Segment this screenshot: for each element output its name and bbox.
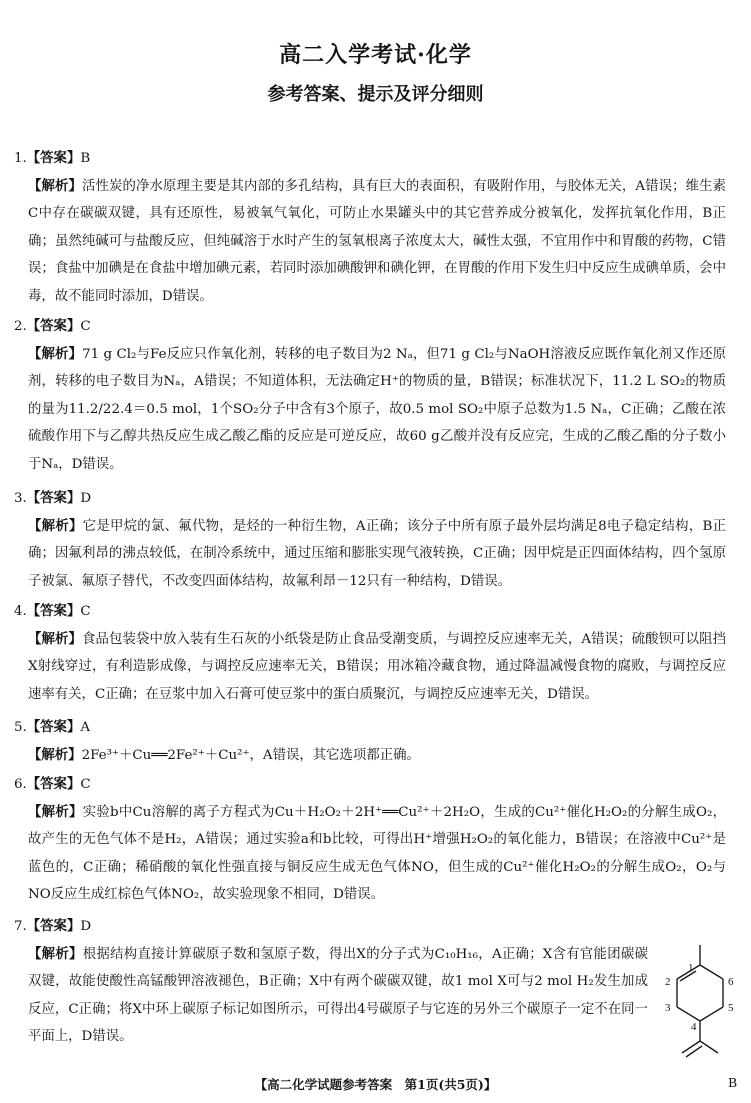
page-subtitle: 参考答案、提示及评分细则 (267, 84, 484, 105)
answer-value: C (80, 777, 91, 792)
atom-label-2: 2 (665, 976, 671, 988)
exocyclic-double-bond (682, 1041, 700, 1053)
answer-value: B (80, 151, 91, 166)
answer-tag: 【答案】 (26, 318, 81, 334)
answer-line: 5.【答案】A (14, 719, 91, 735)
atom-label-4: 4 (691, 1021, 697, 1033)
isopropenyl-methyl-bond (700, 1041, 718, 1053)
footer-version-mark: B (728, 1075, 738, 1090)
question-3 (14, 485, 726, 595)
question-6 (14, 771, 726, 909)
analysis-tag: 【解析】 (28, 345, 83, 362)
atom-label-3: 3 (665, 1002, 671, 1014)
analysis (14, 742, 726, 770)
analysis-tag: 【解析】 (28, 945, 83, 962)
analysis-text: 活性炭的净水原理主要是其内部的多孔结构，具有巨大的表面积，有吸附作用，与胶体无关，A错误；维生素C中存在碳碳双键，具有还原性，易被氧气氧化，可防止水果罐头中的其它营养成分被氧化，发挥抗氧化作用，B正确；虽然纯碱可与盐酸反应，但纯碱溶于水时产生的氢氧根离子浓度太大，碱性太强，不宜用作中和胃酸的药物，C错误；食盐中加碘是在食盐中增加碘元素，若同时添加碘酸钾和碘化钾，在胃酸的作用下发生归中反应生成碘单质，会中毒，故不能同时添加，D错误。 (28, 178, 727, 304)
molecule-svg (655, 935, 745, 1075)
analysis (14, 173, 726, 311)
analysis-text: 71 g Cl₂与Fe反应只作氧化剂，转移的电子数目为2 Nₐ，但71 g Cl₂与NaOH溶液反应既作氧化剂又作还原剂，转移的电子数目为Nₐ，A错误；不知道体积，无法确定H⁺的物质的量，B错误；标准状况下，11.2 L SO₂的物质的量为11.2/22.4＝0.5 mol，1个SO₂分子中含有3个原子，故0.5 mol SO₂中原子总数为1.5 Nₐ，C正确；乙酸在浓硫酸作用下与乙醇共热反应生成乙酸乙酯的反应是可逆反应，故60 g乙酸并没有反应完，生成的乙酸乙酯的分子数小于Nₐ，D错误。 (28, 346, 726, 472)
ring-bond-3-4 (677, 1007, 700, 1021)
answer-tag: 【答案】 (26, 490, 81, 506)
exocyclic-double-bond-second (686, 1046, 702, 1057)
answer-value: D (80, 491, 92, 506)
ring-bond-6-1 (700, 965, 723, 979)
analysis-text: 2Fe³⁺＋Cu══2Fe²⁺＋Cu²⁺，A错误，其它选项都正确。 (81, 747, 420, 763)
question-1 (14, 145, 726, 311)
question-4 (14, 598, 726, 708)
analysis-text: 它是甲烷的氯、氟代物，是烃的一种衍生物，A正确；该分子中所有原子最外层均满足8电子稳定结构，B正确；因氟利昂的沸点较低，在制冷系统中，通过压缩和膨胀实现气液转换，C正确；因甲烷是正四面体结构，四个氢原子被氯、氟原子替代，不改变四面体结构，故氟利昂－12只有一种结构，D错误。 (28, 518, 727, 589)
answer-line: 1.【答案】B (14, 150, 91, 166)
answer-line: 6.【答案】C (14, 776, 91, 792)
analysis (14, 341, 726, 479)
answer-line: 3.【答案】D (14, 490, 92, 506)
question-2 (14, 313, 726, 479)
analysis (14, 513, 726, 596)
answer-line: 7.【答案】D (14, 918, 92, 934)
analysis-text: 根据结构直接计算碳原子数和氢原子数，得出X的分子式为C₁₀H₁₆，A正确；X含有官能团碳碳双键，故能使酸性高锰酸钾溶液褪色，B正确；X中有两个碳碳双键，故1 mol X可与2 mol H₂发生加成反应，C正确；将X中环上碳原子标记如图所示，可得出4号碳原子与它连的另外三个碳原子一定不在同一平面上，D错误。 (28, 946, 648, 1045)
atom-label-1: 1 (688, 962, 694, 974)
answer-value: C (80, 319, 91, 334)
answer-tag: 【答案】 (26, 918, 81, 934)
answer-tag: 【答案】 (26, 776, 81, 792)
question-5 (14, 714, 726, 769)
answer-value: A (80, 720, 91, 735)
analysis-tag: 【解析】 (28, 803, 83, 820)
question-7 (14, 913, 726, 1051)
page-title: 高二入学考试·化学 (279, 42, 472, 68)
analysis-tag: 【解析】 (28, 517, 83, 534)
answer-value: C (80, 604, 91, 619)
answer-line: 2.【答案】C (14, 318, 91, 334)
analysis (14, 799, 726, 909)
answer-tag: 【答案】 (26, 719, 81, 735)
molecule-bonds (677, 945, 723, 1057)
analysis-tag: 【解析】 (28, 177, 82, 194)
analysis-text: 实验b中Cu溶解的离子方程式为Cu＋H₂O₂＋2H⁺══Cu²⁺＋2H₂O，生成的Cu²⁺催化H₂O₂的分解生成O₂，故产生的无色气体不是H₂，A错误；通过实验a和b比较，可得出H⁺增强H₂O₂的氧化能力，B错误；在溶液中Cu²⁺是蓝色的，C正确；稀硝酸的氧化性强直接与铜反应生成无色气体NO，但生成的Cu²⁺催化H₂O₂的分解生成O₂，O₂与NO反应生成红棕色气体NO₂，故实验现象不相同，D错误。 (28, 804, 727, 903)
analysis-tag: 【解析】 (28, 746, 82, 763)
page-footer: 【高二化学试题参考答案 第1页(共5页)】 (254, 1077, 497, 1092)
atom-label-5: 5 (728, 1002, 734, 1014)
analysis (14, 626, 726, 709)
answer-tag: 【答案】 (26, 150, 81, 166)
atom-label-6: 6 (728, 976, 734, 988)
answer-tag: 【答案】 (26, 603, 81, 619)
answer-line: 4.【答案】C (14, 603, 91, 619)
ring-bond-4-5 (700, 1007, 723, 1021)
answer-value: D (80, 919, 92, 934)
molecule-structure-figure (655, 935, 745, 1075)
analysis (14, 941, 648, 1051)
analysis-tag: 【解析】 (28, 630, 82, 647)
analysis-text: 食品包装袋中放入装有生石灰的小纸袋是防止食品受潮变质，与调控反应速率无关，A错误；硫酸钡可以阻挡X射线穿过，有利造影成像，与调控反应速率无关，B错误；用冰箱冷藏食物，通过降温减慢食物的腐败，与调控反应速率有关，C正确；在豆浆中加入石膏可使豆浆中的蛋白质聚沉，与调控反应速率无关，D错误。 (28, 631, 727, 702)
